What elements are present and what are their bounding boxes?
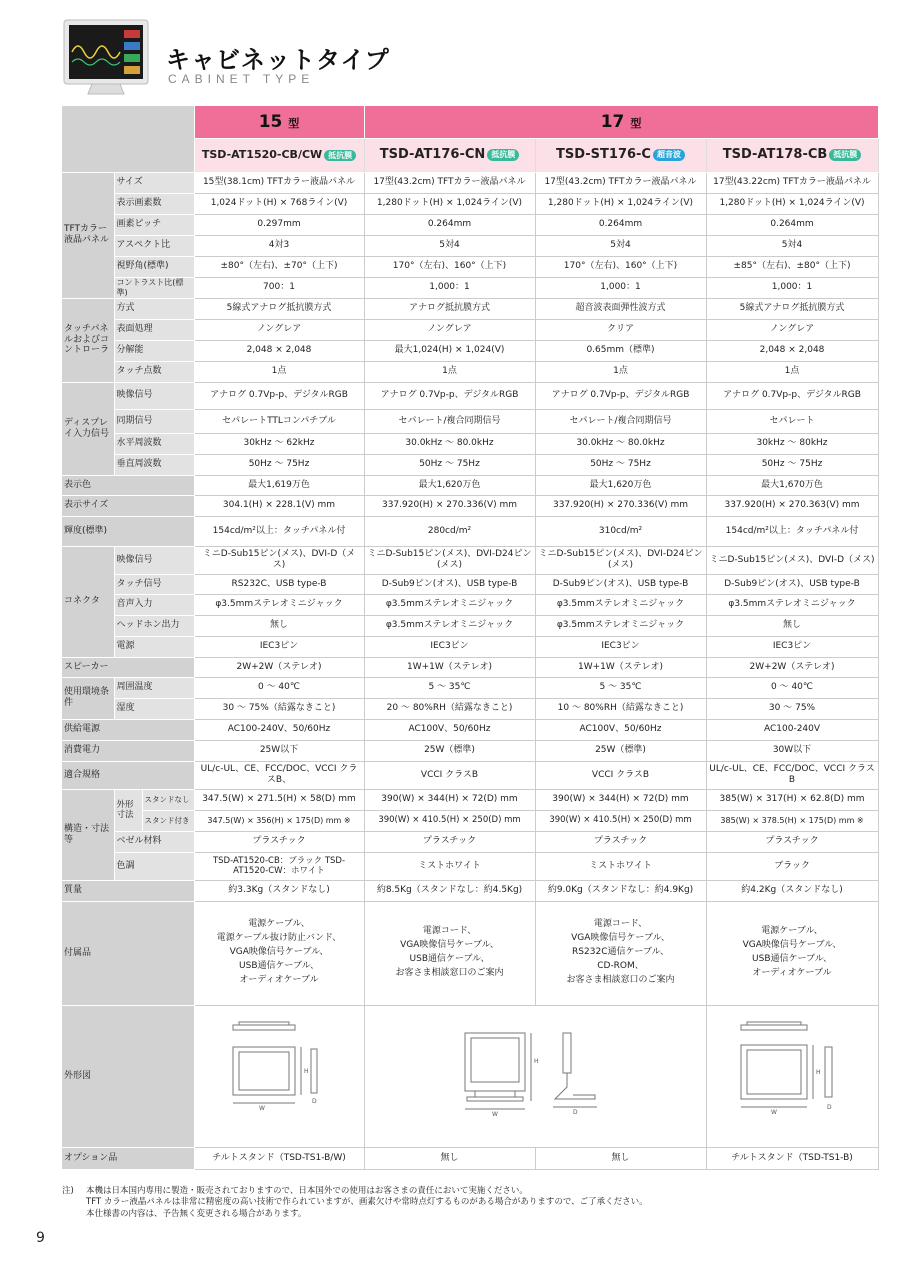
table-cell: 5線式アナログ抵抗膜方式 <box>706 298 878 319</box>
table-row <box>62 740 878 761</box>
table-cell: 700：1 <box>194 277 364 298</box>
row-label: コントラスト比(標準) <box>114 277 194 298</box>
table-cell: 最大1,619万色 <box>194 475 364 495</box>
table-cell: 337.920(H) × 270.336(V) mm <box>535 495 706 516</box>
table-cell: 385(W) × 378.5(H) × 175(D) mm ※ <box>706 810 878 831</box>
table-cell: ±85°（左右)、±80°（上下) <box>706 256 878 277</box>
table-cell: 390(W) × 410.5(H) × 250(D) mm <box>364 810 535 831</box>
note-label: 注) <box>62 1186 74 1196</box>
row-label: 画素ピッチ <box>114 214 194 235</box>
table-cell: 0.264mm <box>535 214 706 235</box>
table-cell: セパレート/複合同期信号 <box>364 409 535 433</box>
table-cell: プラスチック <box>194 831 364 852</box>
row-label: 適合規格 <box>62 761 194 789</box>
table-cell: ブラック <box>706 852 878 880</box>
table-cell: セパレートTTLコンパチブル <box>194 409 364 433</box>
row-label: 外形寸法 <box>114 789 142 831</box>
row-label: アスペクト比 <box>114 235 194 256</box>
note-line: 本仕様書の内容は、予告無く変更される場合があります。 <box>86 1208 307 1219</box>
table-cell: 2,048 × 2,048 <box>194 340 364 361</box>
svg-text:H: H <box>304 1068 309 1076</box>
table-cell: プラスチック <box>535 831 706 852</box>
row-label: 表示色 <box>62 475 194 495</box>
row-label: タッチ点数 <box>114 361 194 382</box>
table-cell: アナログ 0.7Vp-p、デジタルRGB <box>194 382 364 409</box>
row-label: 水平周波数 <box>114 433 194 454</box>
outline-drawing-15 <box>229 1019 329 1129</box>
svg-text:D: D <box>312 1098 317 1106</box>
table-row <box>62 852 878 880</box>
note-line: 本機は日本国内専用に製造・販売されておりますので、日本国外での使用はお客さまの責任において実施ください。 <box>86 1186 528 1196</box>
table-cell: 50Hz ～ 75Hz <box>535 454 706 475</box>
table-cell: 347.5(W) × 271.5(H) × 58(D) mm <box>194 789 364 810</box>
table-cell: TSD-AT1520-CB：ブラック TSD-AT1520-CW：ホワイト <box>194 852 364 880</box>
table-cell: 17型(43.2cm) TFTカラー液晶パネル <box>535 172 706 193</box>
table-cell: アナログ抵抗膜方式 <box>364 298 535 319</box>
row-label: 輝度(標準) <box>62 516 194 546</box>
row-label: 供給電源 <box>62 719 194 740</box>
table-cell: 310cd/m² <box>535 516 706 546</box>
table-row <box>62 516 878 546</box>
table-cell: 1点 <box>706 361 878 382</box>
accessory-list: 電源コード、 VGA映像信号ケーブル、 USB通信ケーブル、 お客さま相談窓口のご案内 <box>364 901 535 1005</box>
svg-text:D: D <box>827 1104 832 1112</box>
table-cell: 25W以下 <box>194 740 364 761</box>
group-label: TFTカラー液晶パネル <box>62 172 114 298</box>
svg-text:W: W <box>771 1109 777 1117</box>
table-cell: 0.264mm <box>706 214 878 235</box>
table-cell: チルトスタンド（TSD-TS1-B) <box>706 1147 878 1169</box>
table-cell: 約3.3Kg（スタンドなし) <box>194 880 364 901</box>
table-cell: 30W以下 <box>706 740 878 761</box>
row-label: 同期信号 <box>114 409 194 433</box>
table-cell: 347.5(W) × 356(H) × 175(D) mm ※ <box>194 810 364 831</box>
table-cell: 最大1,620万色 <box>535 475 706 495</box>
table-cell: AC100-240V、50/60Hz <box>194 719 364 740</box>
table-cell: φ3.5mmステレオミニジャック <box>706 594 878 615</box>
footnotes <box>62 1186 878 1220</box>
group-label: ディスプレイ入力信号 <box>62 382 114 475</box>
table-cell: 385(W) × 317(H) × 62.8(D) mm <box>706 789 878 810</box>
table-row <box>62 298 878 319</box>
row-label: 視野角(標準) <box>114 256 194 277</box>
model-header: TSD-ST176-C 超音波 <box>535 138 706 172</box>
touch-type-badge: 抵抗膜 <box>324 150 356 162</box>
table-cell: 2W+2W（ステレオ) <box>194 657 364 677</box>
note-line: TFT カラー液晶パネルは非常に精密度の高い技術で作られていますが、画素欠けや常時点灯するものがある場合がありますので、ご了承ください。 <box>86 1197 648 1208</box>
row-sublabel: スタンドなし <box>142 789 194 810</box>
table-cell: 170°（左右)、160°（上下) <box>535 256 706 277</box>
table-cell: AC100V、50/60Hz <box>364 719 535 740</box>
page-subtitle: CABINET TYPE <box>168 72 315 86</box>
table-row <box>62 1147 878 1169</box>
table-cell: RS232C、USB type-B <box>194 574 364 594</box>
model-header: TSD-AT178-CB 抵抗膜 <box>706 138 878 172</box>
accessory-list: 電源ケーブル、 VGA映像信号ケーブル、 USB通信ケーブル、 オーディオケーブル <box>706 901 878 1005</box>
accessory-list: 電源コード、 VGA映像信号ケーブル、 RS232C通信ケーブル、 CD-ROM、 お客さま相談窓口のご案内 <box>535 901 706 1005</box>
table-row <box>62 636 878 657</box>
table-cell: プラスチック <box>364 831 535 852</box>
table-cell: 0.297mm <box>194 214 364 235</box>
row-label: オプション品 <box>62 1147 194 1169</box>
table-cell: 170°（左右)、160°（上下) <box>364 256 535 277</box>
table-cell: 0.264mm <box>364 214 535 235</box>
table-row <box>62 810 878 831</box>
table-row <box>62 719 878 740</box>
svg-text:H: H <box>534 1058 539 1066</box>
table-cell: 無し <box>364 1147 535 1169</box>
touch-type-badge: 抵抗膜 <box>829 149 861 161</box>
table-row <box>62 382 878 409</box>
table-cell: 1W+1W（ステレオ) <box>364 657 535 677</box>
table-cell: セパレート <box>706 409 878 433</box>
table-cell: ミニD-Sub15ピン(メス)、DVI-D24ピン(メス) <box>364 546 535 574</box>
table-cell: 10 ～ 80%RH（結露なきこと) <box>535 698 706 719</box>
row-label: ヘッドホン出力 <box>114 615 194 636</box>
table-cell: UL/c-UL、CE、FCC/DOC、VCCI クラスB、 <box>194 761 364 789</box>
table-cell: 30kHz ～ 80kHz <box>706 433 878 454</box>
touch-type-badge: 抵抗膜 <box>487 149 519 161</box>
table-cell: クリア <box>535 319 706 340</box>
table-cell: AC100-240V <box>706 719 878 740</box>
table-cell: プラスチック <box>706 831 878 852</box>
table-cell: アナログ 0.7Vp-p、デジタルRGB <box>364 382 535 409</box>
row-label: 周囲温度 <box>114 677 194 698</box>
model-header: TSD-AT1520-CB/CW 抵抗膜 <box>194 138 364 172</box>
table-cell: 50Hz ～ 75Hz <box>706 454 878 475</box>
table-cell: 4対3 <box>194 235 364 256</box>
spec-table <box>62 106 879 1170</box>
table-row <box>62 1005 878 1147</box>
row-label: 電源 <box>114 636 194 657</box>
table-cell: D-Sub9ピン(オス)、USB type-B <box>535 574 706 594</box>
table-row <box>62 594 878 615</box>
row-label: 付属品 <box>62 901 194 1005</box>
table-cell: 2,048 × 2,048 <box>706 340 878 361</box>
table-cell: 390(W) × 344(H) × 72(D) mm <box>364 789 535 810</box>
row-label: 映像信号 <box>114 382 194 409</box>
row-label: 表示サイズ <box>62 495 194 516</box>
table-cell: 17型(43.22cm) TFTカラー液晶パネル <box>706 172 878 193</box>
group-label: コネクタ <box>62 546 114 657</box>
table-cell: 5対4 <box>535 235 706 256</box>
table-cell: ノングレア <box>706 319 878 340</box>
table-cell: 0 ～ 40℃ <box>194 677 364 698</box>
table-cell: 30 ～ 75% <box>706 698 878 719</box>
table-cell: 280cd/m² <box>364 516 535 546</box>
table-row <box>62 340 878 361</box>
table-cell: 最大1,620万色 <box>364 475 535 495</box>
table-cell: ミストホワイト <box>364 852 535 880</box>
table-cell: D-Sub9ピン(オス)、USB type-B <box>706 574 878 594</box>
table-cell: 無し <box>706 615 878 636</box>
table-cell: VCCI クラスB <box>535 761 706 789</box>
table-row <box>62 495 878 516</box>
monitor-thumbnail <box>62 18 150 98</box>
table-cell: φ3.5mmステレオミニジャック <box>194 594 364 615</box>
table-row <box>62 256 878 277</box>
model-header: TSD-AT176-CN 抵抗膜 <box>364 138 535 172</box>
table-cell: 1,024ドット(H) × 768ライン(V) <box>194 193 364 214</box>
svg-text:D: D <box>573 1109 578 1117</box>
row-label: 分解能 <box>114 340 194 361</box>
table-cell: 1,000：1 <box>535 277 706 298</box>
table-cell: 20 ～ 80%RH（結露なきこと) <box>364 698 535 719</box>
table-row <box>62 433 878 454</box>
table-cell: 30.0kHz ～ 80.0kHz <box>535 433 706 454</box>
row-label: 方式 <box>114 298 194 319</box>
table-row <box>62 475 878 495</box>
table-cell: 5 ～ 35℃ <box>535 677 706 698</box>
table-cell: φ3.5mmステレオミニジャック <box>535 615 706 636</box>
table-cell: AC100V、50/60Hz <box>535 719 706 740</box>
table-cell: UL/c-UL、CE、FCC/DOC、VCCI クラスB <box>706 761 878 789</box>
row-label: 音声入力 <box>114 594 194 615</box>
page-number: 9 <box>36 1230 45 1246</box>
table-row <box>62 235 878 256</box>
table-row <box>62 831 878 852</box>
page-title: キャビネットタイプ <box>166 46 390 74</box>
table-row <box>62 361 878 382</box>
table-cell: 1,280ドット(H) × 1,024ライン(V) <box>535 193 706 214</box>
table-cell: 1,280ドット(H) × 1,024ライン(V) <box>706 193 878 214</box>
table-cell: 最大1,024(H) × 1,024(V) <box>364 340 535 361</box>
group-label: 使用環境条件 <box>62 677 114 719</box>
table-row <box>62 657 878 677</box>
table-cell: 1点 <box>364 361 535 382</box>
row-sublabel: スタンド付き <box>142 810 194 831</box>
svg-text:W: W <box>492 1111 498 1119</box>
row-label: サイズ <box>114 172 194 193</box>
table-cell: 390(W) × 344(H) × 72(D) mm <box>535 789 706 810</box>
table-cell: IEC3ピン <box>706 636 878 657</box>
table-row <box>62 454 878 475</box>
table-cell: 30 ～ 75%（結露なきこと) <box>194 698 364 719</box>
table-cell: アナログ 0.7Vp-p、デジタルRGB <box>535 382 706 409</box>
table-cell: 1,000：1 <box>706 277 878 298</box>
table-row <box>62 574 878 594</box>
table-cell: 5線式アナログ抵抗膜方式 <box>194 298 364 319</box>
table-cell: ノングレア <box>364 319 535 340</box>
table-cell: 390(W) × 410.5(H) × 250(D) mm <box>535 810 706 831</box>
table-cell: 0 ～ 40℃ <box>706 677 878 698</box>
table-row <box>62 546 878 574</box>
table-cell: 無し <box>194 615 364 636</box>
table-cell: 1W+1W（ステレオ) <box>535 657 706 677</box>
table-cell: ミニD-Sub15ピン(メス)、DVI-D（メス) <box>706 546 878 574</box>
outline-drawing-178 <box>737 1019 847 1129</box>
table-cell: 2W+2W（ステレオ) <box>706 657 878 677</box>
accessory-list: 電源ケーブル、 電源ケーブル抜け防止バンド、 VGA映像信号ケーブル、 USB通信ケーブル、 オーディオケーブル <box>194 901 364 1005</box>
table-cell: アナログ 0.7Vp-p、デジタルRGB <box>706 382 878 409</box>
table-corner <box>62 106 194 172</box>
group-label: タッチパネルおよびコントローラ <box>62 298 114 382</box>
table-cell: 5対4 <box>706 235 878 256</box>
table-row <box>62 789 878 810</box>
table-cell: 154cd/m²以上：タッチパネル付 <box>706 516 878 546</box>
table-cell: 30kHz ～ 62kHz <box>194 433 364 454</box>
row-label: 映像信号 <box>114 546 194 574</box>
row-label: 湿度 <box>114 698 194 719</box>
row-label: ベゼル材料 <box>114 831 194 852</box>
table-cell: 17型(43.2cm) TFTカラー液晶パネル <box>364 172 535 193</box>
table-cell: ミストホワイト <box>535 852 706 880</box>
table-cell: 50Hz ～ 75Hz <box>194 454 364 475</box>
table-cell: チルトスタンド（TSD-TS1-B/W) <box>194 1147 364 1169</box>
table-row <box>62 615 878 636</box>
table-cell: D-Sub9ピン(オス)、USB type-B <box>364 574 535 594</box>
table-row <box>62 193 878 214</box>
size-group-15: 15 型 <box>194 106 364 138</box>
table-cell: 5 ～ 35℃ <box>364 677 535 698</box>
group-label: 構造・寸法等 <box>62 789 114 880</box>
table-cell: 1,000：1 <box>364 277 535 298</box>
table-cell: φ3.5mmステレオミニジャック <box>364 594 535 615</box>
table-cell: ±80°（左右)、±70°（上下) <box>194 256 364 277</box>
table-row <box>62 409 878 433</box>
table-row <box>62 880 878 901</box>
row-label: 消費電力 <box>62 740 194 761</box>
row-label: 質量 <box>62 880 194 901</box>
table-cell: 154cd/m²以上：タッチパネル付 <box>194 516 364 546</box>
table-cell: 1,280ドット(H) × 1,024ライン(V) <box>364 193 535 214</box>
table-cell: φ3.5mmステレオミニジャック <box>535 594 706 615</box>
table-cell: ノングレア <box>194 319 364 340</box>
table-cell: 5対4 <box>364 235 535 256</box>
table-row <box>62 761 878 789</box>
table-cell: 1点 <box>194 361 364 382</box>
row-label: 外形図 <box>62 1005 194 1147</box>
outline-drawing <box>706 1005 878 1147</box>
table-row <box>62 677 878 698</box>
table-row <box>62 901 878 1005</box>
row-label: 表示画素数 <box>114 193 194 214</box>
row-label: 垂直周波数 <box>114 454 194 475</box>
table-cell: 0.65mm（標準) <box>535 340 706 361</box>
table-cell: セパレート/複合同期信号 <box>535 409 706 433</box>
table-cell: 約8.5Kg（スタンドなし：約4.5Kg) <box>364 880 535 901</box>
row-label: タッチ信号 <box>114 574 194 594</box>
outline-drawing <box>364 1005 706 1147</box>
table-cell: 25W（標準) <box>535 740 706 761</box>
table-row <box>62 214 878 235</box>
table-cell: 337.920(H) × 270.336(V) mm <box>364 495 535 516</box>
table-cell: 最大1,670万色 <box>706 475 878 495</box>
table-row <box>62 277 878 298</box>
table-cell: 337.920(H) × 270.363(V) mm <box>706 495 878 516</box>
table-cell: 30.0kHz ～ 80.0kHz <box>364 433 535 454</box>
table-row <box>62 172 878 193</box>
svg-text:W: W <box>259 1105 265 1113</box>
table-cell: 50Hz ～ 75Hz <box>364 454 535 475</box>
table-cell: 1点 <box>535 361 706 382</box>
table-cell: 約4.2Kg（スタンドなし) <box>706 880 878 901</box>
outline-drawing-17-shared <box>445 1019 625 1129</box>
table-cell: 25W（標準) <box>364 740 535 761</box>
table-cell: IEC3ピン <box>535 636 706 657</box>
size-group-17: 17 型 <box>364 106 878 138</box>
touch-type-badge: 超音波 <box>653 149 685 161</box>
svg-text:H: H <box>816 1069 821 1077</box>
table-cell: ミニD-Sub15ピン(メス)、DVI-D24ピン(メス) <box>535 546 706 574</box>
table-row <box>62 319 878 340</box>
table-cell: 約9.0Kg（スタンドなし：約4.9Kg) <box>535 880 706 901</box>
table-cell: IEC3ピン <box>194 636 364 657</box>
outline-drawing <box>194 1005 364 1147</box>
row-label: スピーカー <box>62 657 194 677</box>
row-label: 表面処理 <box>114 319 194 340</box>
table-row <box>62 698 878 719</box>
table-cell: 304.1(H) × 228.1(V) mm <box>194 495 364 516</box>
table-cell: 超音波表面弾性波方式 <box>535 298 706 319</box>
row-label: 色調 <box>114 852 194 880</box>
table-cell: 15型(38.1cm) TFTカラー液晶パネル <box>194 172 364 193</box>
table-cell: VCCI クラスB <box>364 761 535 789</box>
table-cell: 無し <box>535 1147 706 1169</box>
table-cell: ミニD-Sub15ピン(メス)、DVI-D（メス) <box>194 546 364 574</box>
table-cell: φ3.5mmステレオミニジャック <box>364 615 535 636</box>
table-cell: IEC3ピン <box>364 636 535 657</box>
